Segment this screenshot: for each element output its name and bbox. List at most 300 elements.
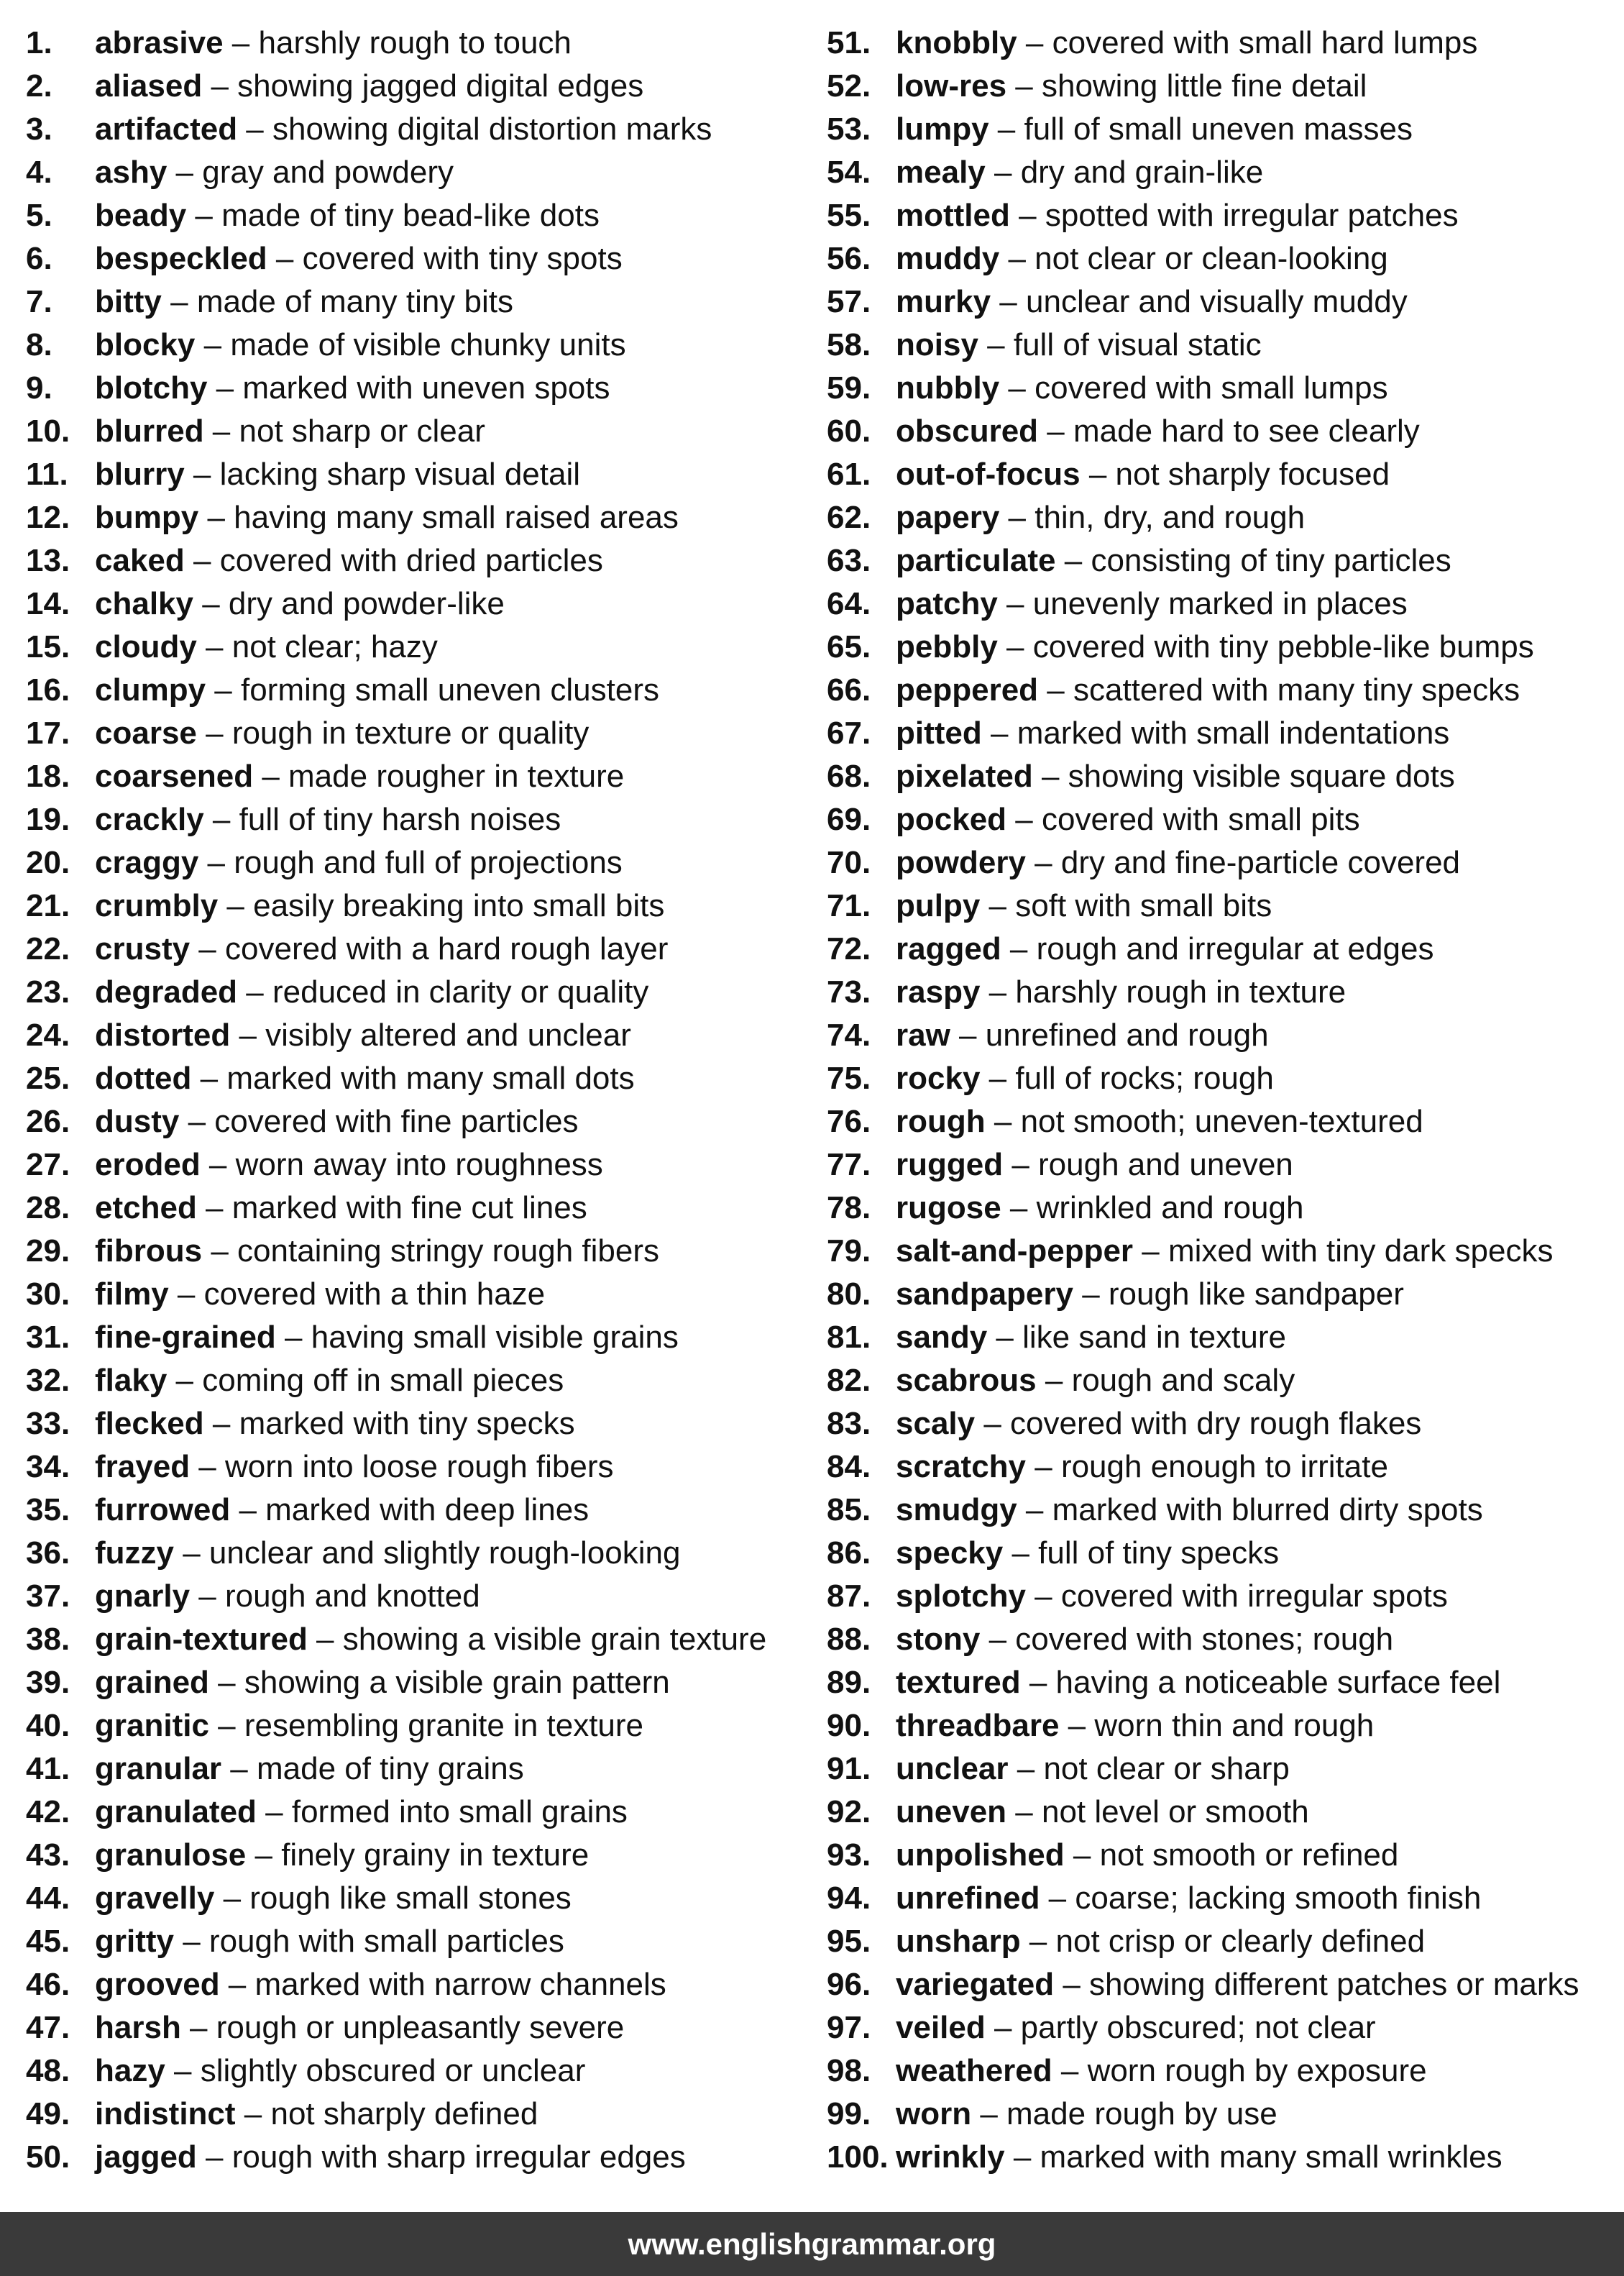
- item-separator: –: [1006, 68, 1042, 104]
- item-definition: rough in texture or quality: [231, 716, 589, 751]
- item-word: dusty: [95, 1104, 180, 1139]
- item-number: 85.: [827, 1492, 871, 1527]
- item-definition: showing digital distortion marks: [272, 111, 712, 147]
- item-number: 72.: [827, 931, 871, 966]
- item-separator: –: [1052, 2053, 1088, 2088]
- item-definition: like sand in texture: [1022, 1320, 1286, 1355]
- item-separator: –: [267, 241, 303, 276]
- item-word: scaly: [896, 1406, 976, 1441]
- item-definition: marked with narrow channels: [254, 1967, 666, 2002]
- item-definition: made of visible chunky units: [230, 327, 626, 362]
- list-item: [26, 1489, 831, 1532]
- item-number: 49.: [26, 2096, 70, 2131]
- item-word: scabrous: [896, 1363, 1037, 1398]
- item-word: ragged: [896, 931, 1001, 966]
- item-number: 86.: [827, 1535, 871, 1571]
- item-definition: marked with uneven spots: [242, 370, 610, 406]
- item-definition: made hard to see clearly: [1073, 413, 1420, 449]
- item-separator: –: [237, 111, 272, 147]
- item-word: lumpy: [896, 111, 989, 147]
- item-separator: –: [208, 1665, 244, 1700]
- item-definition: harshly rough in texture: [1015, 974, 1347, 1010]
- item-word: blurry: [95, 457, 185, 492]
- item-definition: covered with dry rough flakes: [1010, 1406, 1422, 1441]
- item-number: 62.: [827, 500, 871, 535]
- item-definition: not clear; hazy: [231, 629, 438, 664]
- item-separator: –: [196, 1190, 232, 1225]
- list-item: [26, 928, 831, 971]
- list-item: [26, 841, 831, 885]
- item-separator: –: [1006, 1794, 1042, 1829]
- item-word: nubbly: [896, 370, 1000, 406]
- item-separator: –: [999, 500, 1035, 535]
- item-word: granulose: [95, 1837, 247, 1873]
- item-number: 12.: [26, 500, 70, 535]
- item-separator: –: [1008, 1751, 1044, 1786]
- list-item: [26, 2006, 831, 2049]
- item-definition: resembling granite in texture: [244, 1708, 644, 1743]
- list-item: [827, 1316, 1618, 1359]
- word-list-column-left: [26, 22, 831, 2179]
- item-separator: –: [195, 327, 231, 362]
- item-separator: –: [980, 1061, 1016, 1096]
- list-item: [26, 1877, 831, 1920]
- list-item: [827, 1057, 1618, 1100]
- item-definition: full of small uneven masses: [1024, 111, 1413, 147]
- item-separator: –: [208, 1708, 244, 1743]
- item-definition: covered with small pits: [1041, 802, 1360, 837]
- item-definition: showing different patches or marks: [1089, 1967, 1579, 2002]
- list-item: [26, 539, 831, 582]
- item-word: worn: [896, 2096, 972, 2131]
- list-item: [26, 2136, 831, 2179]
- list-item: [26, 1273, 831, 1316]
- list-item: [827, 2136, 1618, 2179]
- item-number: 98.: [827, 2053, 871, 2088]
- item-definition: coarse; lacking smooth finish: [1075, 1880, 1482, 1916]
- item-definition: marked with small indentations: [1017, 716, 1450, 751]
- item-word: ashy: [95, 155, 168, 190]
- item-number: 21.: [26, 888, 70, 923]
- item-separator: –: [988, 111, 1024, 147]
- list-item: [827, 2006, 1618, 2049]
- list-item: [26, 1100, 831, 1143]
- footer-url[interactable]: www.englishgrammar.org: [628, 2227, 996, 2261]
- item-separator: –: [978, 327, 1014, 362]
- item-number: 60.: [827, 413, 871, 449]
- item-separator: –: [214, 1880, 250, 1916]
- item-separator: –: [174, 1924, 209, 1959]
- item-number: 42.: [26, 1794, 70, 1829]
- list-item: [827, 1834, 1618, 1877]
- item-number: 65.: [827, 629, 871, 664]
- item-definition: spotted with irregular patches: [1045, 198, 1459, 233]
- item-separator: –: [1036, 1363, 1072, 1398]
- item-definition: unrefined and rough: [985, 1018, 1269, 1053]
- item-number: 97.: [827, 2010, 871, 2045]
- item-separator: –: [218, 888, 254, 923]
- item-definition: worn into loose rough fibers: [225, 1449, 614, 1484]
- item-separator: –: [198, 845, 234, 880]
- item-word: blocky: [95, 327, 196, 362]
- item-number: 79.: [827, 1233, 871, 1269]
- item-word: granitic: [95, 1708, 209, 1743]
- item-definition: made rough by use: [1006, 2096, 1277, 2131]
- item-word: unclear: [896, 1751, 1009, 1786]
- item-separator: –: [1020, 1924, 1056, 1959]
- item-separator: –: [1064, 1837, 1100, 1873]
- item-separator: –: [275, 1320, 311, 1355]
- item-word: patchy: [896, 586, 998, 621]
- item-word: dotted: [95, 1061, 192, 1096]
- item-definition: unevenly marked in places: [1032, 586, 1408, 621]
- item-separator: –: [235, 2096, 271, 2131]
- item-definition: worn thin and rough: [1094, 1708, 1375, 1743]
- list-item: [26, 1143, 831, 1187]
- item-definition: reduced in clarity or quality: [272, 974, 649, 1010]
- item-separator: –: [206, 672, 241, 708]
- item-word: furrowed: [95, 1492, 231, 1527]
- item-definition: rough or unpleasantly severe: [216, 2010, 625, 2045]
- item-definition: not level or smooth: [1041, 1794, 1309, 1829]
- list-item: [827, 410, 1618, 453]
- item-word: blotchy: [95, 370, 208, 406]
- item-definition: rough with small particles: [208, 1924, 564, 1959]
- item-definition: partly obscured; not clear: [1020, 2010, 1376, 2045]
- item-separator: –: [198, 500, 234, 535]
- item-word: bespeckled: [95, 241, 267, 276]
- list-item: [26, 1359, 831, 1402]
- item-number: 2.: [26, 68, 52, 104]
- item-number: 90.: [827, 1708, 871, 1743]
- item-definition: thin, dry, and rough: [1035, 500, 1306, 535]
- list-item: [26, 1920, 831, 1963]
- item-word: gritty: [95, 1924, 174, 1959]
- item-definition: mixed with tiny dark specks: [1167, 1233, 1554, 1269]
- list-item: [26, 626, 831, 669]
- item-word: harsh: [95, 2010, 181, 2045]
- list-item: [827, 928, 1618, 971]
- item-word: gravelly: [95, 1880, 215, 1916]
- list-item: [26, 151, 831, 194]
- item-number: 20.: [26, 845, 70, 880]
- item-separator: –: [203, 1406, 239, 1441]
- item-number: 44.: [26, 1880, 70, 1916]
- item-separator: –: [230, 1018, 266, 1053]
- item-definition: marked with tiny specks: [239, 1406, 575, 1441]
- list-item: [26, 367, 831, 410]
- item-definition: unclear and slightly rough-looking: [208, 1535, 681, 1571]
- list-item: [26, 22, 831, 65]
- item-number: 89.: [827, 1665, 871, 1700]
- item-number: 52.: [827, 68, 871, 104]
- item-word: low-res: [896, 68, 1007, 104]
- item-word: sandy: [896, 1320, 988, 1355]
- list-item: [26, 1791, 831, 1834]
- item-separator: –: [207, 370, 243, 406]
- item-word: fine-grained: [95, 1320, 276, 1355]
- item-number: 59.: [827, 370, 871, 406]
- item-definition: consisting of tiny particles: [1091, 543, 1451, 578]
- item-number: 80.: [827, 1276, 871, 1312]
- list-item: [827, 22, 1618, 65]
- item-separator: –: [221, 1751, 257, 1786]
- item-separator: –: [307, 1622, 343, 1657]
- item-definition: covered with a hard rough layer: [225, 931, 669, 966]
- item-separator: –: [985, 155, 1021, 190]
- item-number: 71.: [827, 888, 871, 923]
- list-item: [827, 237, 1618, 280]
- item-definition: rough and irregular at edges: [1036, 931, 1434, 966]
- item-separator: –: [999, 370, 1035, 406]
- item-number: 77.: [827, 1147, 871, 1182]
- item-definition: made of tiny grains: [256, 1751, 524, 1786]
- item-number: 8.: [26, 327, 52, 362]
- item-definition: marked with deep lines: [265, 1492, 589, 1527]
- list-item: [827, 1618, 1618, 1661]
- item-definition: showing jagged digital edges: [237, 68, 644, 104]
- item-separator: –: [184, 543, 220, 578]
- item-definition: slightly obscured or unclear: [200, 2053, 586, 2088]
- item-number: 95.: [827, 1924, 871, 1959]
- item-number: 18.: [26, 759, 70, 794]
- item-number: 11.: [26, 457, 68, 492]
- item-definition: not sharp or clear: [239, 413, 485, 449]
- item-number: 40.: [26, 1708, 70, 1743]
- item-definition: covered with irregular spots: [1060, 1578, 1448, 1614]
- item-definition: covered with a thin haze: [203, 1276, 546, 1312]
- item-separator: –: [184, 457, 220, 492]
- item-word: caked: [95, 543, 185, 578]
- list-item: [827, 539, 1618, 582]
- list-item: [26, 885, 831, 928]
- item-definition: worn away into roughness: [235, 1147, 603, 1182]
- item-word: flaky: [95, 1363, 168, 1398]
- item-separator: –: [999, 241, 1035, 276]
- list-item: [827, 280, 1618, 324]
- item-separator: –: [161, 284, 197, 319]
- item-number: 47.: [26, 2010, 70, 2045]
- list-item: [26, 496, 831, 539]
- item-number: 35.: [26, 1492, 70, 1527]
- item-number: 28.: [26, 1190, 70, 1225]
- item-word: eroded: [95, 1147, 201, 1182]
- list-item: [26, 669, 831, 712]
- item-separator: –: [1040, 1880, 1075, 1916]
- item-number: 55.: [827, 198, 871, 233]
- item-number: 16.: [26, 672, 70, 708]
- list-item: [26, 65, 831, 108]
- list-item: [26, 1834, 831, 1877]
- item-number: 23.: [26, 974, 70, 1010]
- item-definition: finely grainy in texture: [281, 1837, 589, 1873]
- list-item: [827, 194, 1618, 237]
- item-definition: unclear and visually muddy: [1026, 284, 1408, 319]
- item-word: unpolished: [896, 1837, 1065, 1873]
- item-definition: not smooth or refined: [1099, 1837, 1399, 1873]
- list-item: [26, 108, 831, 151]
- item-definition: not smooth; uneven-textured: [1020, 1104, 1423, 1139]
- item-word: abrasive: [95, 25, 224, 60]
- item-definition: covered with fine particles: [214, 1104, 579, 1139]
- item-word: bitty: [95, 284, 162, 319]
- item-definition: dry and powder-like: [228, 586, 505, 621]
- list-item: [827, 1532, 1618, 1575]
- item-number: 1.: [26, 25, 52, 60]
- item-word: bumpy: [95, 500, 199, 535]
- item-separator: –: [1020, 1665, 1056, 1700]
- item-word: knobbly: [896, 25, 1017, 60]
- item-word: specky: [896, 1535, 1004, 1571]
- item-separator: –: [1009, 198, 1045, 233]
- item-word: raspy: [896, 974, 981, 1010]
- item-separator: –: [1003, 1535, 1039, 1571]
- item-number: 43.: [26, 1837, 70, 1873]
- item-word: crusty: [95, 931, 191, 966]
- list-item: [827, 1230, 1618, 1273]
- footer-bar: [0, 2212, 1624, 2276]
- list-item: [827, 712, 1618, 755]
- list-item: [827, 1143, 1618, 1187]
- list-item: [827, 1100, 1618, 1143]
- list-item: [26, 324, 831, 367]
- list-item: [827, 1187, 1618, 1230]
- item-word: out-of-focus: [896, 457, 1081, 492]
- item-definition: having a noticeable surface feel: [1055, 1665, 1501, 1700]
- item-word: papery: [896, 500, 1000, 535]
- item-word: salt-and-pepper: [896, 1233, 1134, 1269]
- list-item: [827, 65, 1618, 108]
- item-definition: made of tiny bead-like dots: [221, 198, 600, 233]
- item-number: 4.: [26, 155, 52, 190]
- item-word: grained: [95, 1665, 209, 1700]
- list-item: [26, 1747, 831, 1791]
- item-word: pixelated: [896, 759, 1033, 794]
- item-definition: rough like small stones: [249, 1880, 572, 1916]
- item-number: 41.: [26, 1751, 70, 1786]
- list-item: [827, 1014, 1618, 1057]
- item-number: 78.: [827, 1190, 871, 1225]
- item-definition: marked with blurred dirty spots: [1052, 1492, 1483, 1527]
- item-separator: –: [190, 1578, 225, 1614]
- item-separator: –: [997, 586, 1033, 621]
- item-number: 83.: [827, 1406, 871, 1441]
- item-separator: –: [203, 413, 239, 449]
- list-item: [827, 1877, 1618, 1920]
- item-number: 75.: [827, 1061, 871, 1096]
- item-word: rough: [896, 1104, 986, 1139]
- item-separator: –: [219, 1967, 255, 2002]
- list-item: [827, 1273, 1618, 1316]
- list-item: [26, 1402, 831, 1445]
- item-number: 34.: [26, 1449, 70, 1484]
- item-word: gnarly: [95, 1578, 191, 1614]
- item-number: 76.: [827, 1104, 871, 1139]
- item-word: pocked: [896, 802, 1007, 837]
- item-number: 33.: [26, 1406, 70, 1441]
- item-separator: –: [980, 888, 1016, 923]
- item-word: veiled: [896, 2010, 986, 2045]
- item-word: unsharp: [896, 1924, 1021, 1959]
- item-definition: not sharply focused: [1115, 457, 1390, 492]
- item-definition: rough and full of projections: [234, 845, 623, 880]
- item-word: rugged: [896, 1147, 1004, 1182]
- item-word: noisy: [896, 327, 978, 362]
- item-word: clumpy: [95, 672, 206, 708]
- item-separator: –: [190, 1449, 225, 1484]
- item-separator: –: [200, 1147, 236, 1182]
- item-separator: –: [196, 2139, 232, 2175]
- item-definition: marked with fine cut lines: [231, 1190, 587, 1225]
- item-word: craggy: [95, 845, 199, 880]
- item-separator: –: [196, 716, 232, 751]
- item-definition: full of tiny specks: [1038, 1535, 1280, 1571]
- item-word: scratchy: [896, 1449, 1027, 1484]
- item-word: degraded: [95, 974, 238, 1010]
- item-definition: covered with tiny pebble-like bumps: [1032, 629, 1534, 664]
- item-definition: full of tiny harsh noises: [239, 802, 561, 837]
- item-word: uneven: [896, 1794, 1007, 1829]
- item-word: wrinkly: [896, 2139, 1005, 2175]
- item-separator: –: [167, 155, 203, 190]
- item-definition: worn rough by exposure: [1087, 2053, 1427, 2088]
- item-word: textured: [896, 1665, 1021, 1700]
- item-number: 48.: [26, 2053, 70, 2088]
- item-separator: –: [230, 1492, 266, 1527]
- item-word: granulated: [95, 1794, 257, 1829]
- item-separator: –: [975, 1406, 1011, 1441]
- item-separator: –: [1026, 1449, 1061, 1484]
- item-number: 69.: [827, 802, 871, 837]
- list-item: [827, 971, 1618, 1014]
- item-separator: –: [202, 1233, 238, 1269]
- list-item: [827, 1704, 1618, 1747]
- list-item: [827, 1920, 1618, 1963]
- item-number: 17.: [26, 716, 70, 751]
- item-separator: –: [1003, 1147, 1039, 1182]
- item-definition: rough and knotted: [224, 1578, 480, 1614]
- item-word: rugose: [896, 1190, 1001, 1225]
- item-number: 56.: [827, 241, 871, 276]
- item-definition: lacking sharp visual detail: [219, 457, 581, 492]
- item-word: weathered: [896, 2053, 1052, 2088]
- item-number: 100.: [827, 2139, 889, 2175]
- item-definition: showing a visible grain pattern: [244, 1665, 670, 1700]
- item-definition: not crisp or clearly defined: [1055, 1924, 1426, 1959]
- list-item: [26, 1445, 831, 1489]
- item-number: 7.: [26, 284, 52, 319]
- item-word: variegated: [896, 1967, 1055, 2002]
- item-number: 88.: [827, 1622, 871, 1657]
- list-item: [827, 798, 1618, 841]
- item-word: beady: [95, 198, 187, 233]
- item-number: 74.: [827, 1018, 871, 1053]
- item-definition: gray and powdery: [202, 155, 454, 190]
- item-definition: scattered with many tiny specks: [1073, 672, 1520, 708]
- item-number: 32.: [26, 1363, 70, 1398]
- item-number: 53.: [827, 111, 871, 147]
- item-separator: –: [1059, 1708, 1095, 1743]
- item-separator: –: [991, 284, 1026, 319]
- item-separator: –: [1032, 759, 1068, 794]
- item-separator: –: [1006, 802, 1042, 837]
- item-word: unrefined: [896, 1880, 1040, 1916]
- list-item: [827, 755, 1618, 798]
- item-number: 70.: [827, 845, 871, 880]
- item-number: 15.: [26, 629, 70, 664]
- list-item: [26, 2049, 831, 2093]
- item-definition: covered with stones; rough: [1015, 1622, 1394, 1657]
